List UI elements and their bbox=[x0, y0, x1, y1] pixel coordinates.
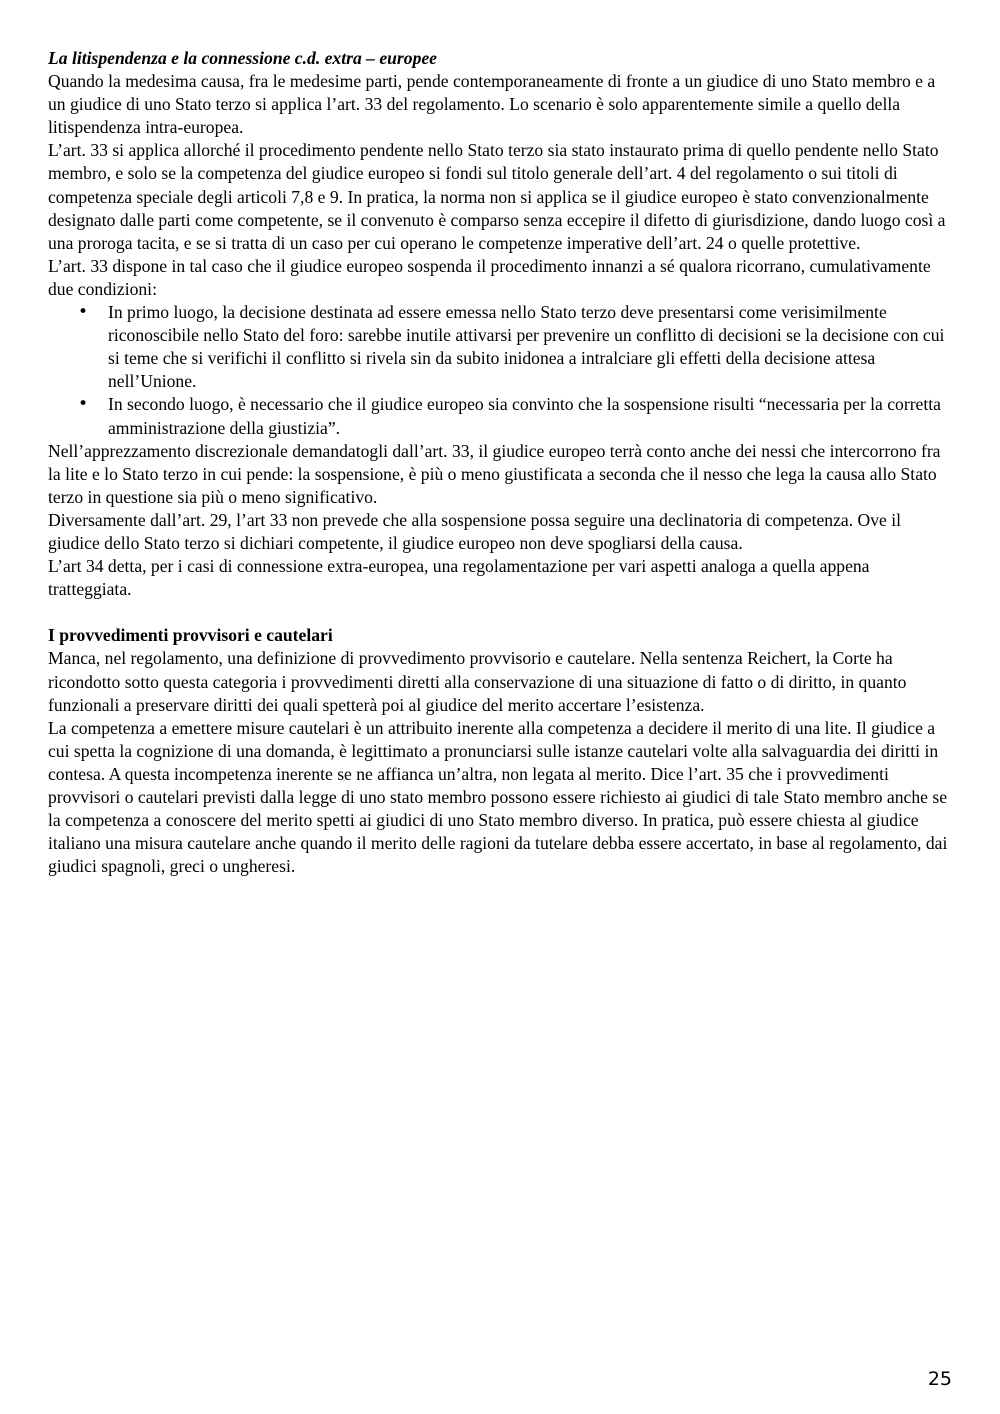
list-item-text: In primo luogo, la decisione destinata ad essere emessa nello Stato terzo deve presentarsi come verisimilmente riconoscibile nello Stato del foro: sarebbe inutile attivarsi per prevenire un conflitto di decisioni se la decisione con cui si teme che si verifichi il conflitto si rivela sin da subito inidonea a intralciare gli effetti della decisione attesa nell’Unione. bbox=[108, 302, 945, 392]
paragraph: L’art. 33 si applica allorché il procedimento pendente nello Stato terzo sia stato instaurato prima di quello pendente nello Stato membro, e solo se la competenza del giudice europeo si fondi sul titolo generale dell’art. 4 del regolamento o sui titoli di competenza speciale degli articoli 7,8 e 9. In pratica, la norma non si applica se il giudice europeo è stato convenzionalmente designato dalle parti come competente, se il convenuto è comparso senza eccepire il difetto di giurisdizione, dando luogo così a una proroga tacita, e se si tratta di un caso per cui operano le competenze imperative dell’art. 24 o quelle protettive. bbox=[48, 140, 946, 253]
list-item bbox=[48, 393, 952, 439]
paragraph: L’art. 33 dispone in tal caso che il giudice europeo sospenda il procedimento innanzi a sé qualora ricorrano, cumulativamente due condizioni: bbox=[48, 255, 931, 299]
paragraph: Nell’apprezzamento discrezionale demandatogli dall’art. 33, il giudice europeo terrà conto anche dei nessi che intercorrono fra la lite e lo Stato terzo in cui pende: la sospensione, è più o meno giustificata a seconda che il nesso che lega la causa allo Stato terzo in questione sia più o meno significativo. bbox=[48, 440, 941, 507]
list-item bbox=[48, 301, 952, 393]
paragraph: La competenza a emettere misure cautelari è un attribuito inerente alla competenza a decidere il merito di una lite. Il giudice a cui spetta la cognizione di una domanda, è legittimato a pronunciarsi sulle istanze cautelari volte alla salvaguardia dei diritti in contesa. A questa incompetenza inerente se ne affianca un’altra, non legata al merito. Dice l’art. 35 che i provvedimenti provvisori o cautelari previsti dalla legge di uno stato membro possono essere richiesto ai giudici di tale Stato membro anche se la competenza a conoscere del merito spetti ai giudici di uno Stato membro diverso. In pratica, può essere chiesta al giudice italiano una misura cautelare anche quando il merito delle ragioni da tutelare debba essere accertato, in base al regolamento, dai giudici spagnoli, greci o ungheresi. bbox=[48, 717, 948, 877]
conditions-list bbox=[48, 301, 952, 440]
paragraph: Quando la medesima causa, fra le medesime parti, pende contemporaneamente di fronte a un giudice di uno Stato membro e a un giudice di uno Stato terzo si applica l’art. 33 del regolamento. Lo scenario è solo apparentemente simile a quello della litispendenza intra-europea. bbox=[48, 71, 936, 138]
document-page bbox=[48, 47, 952, 878]
section-title-litispendenza: La litispendenza e la connessione c.d. extra – europee bbox=[48, 48, 437, 68]
list-item-text: In secondo luogo, è necessario che il giudice europeo sia convinto che la sospensione risulti “necessaria per la corretta amministrazione della giustizia”. bbox=[108, 394, 941, 438]
bullet-icon: • bbox=[78, 394, 89, 415]
bullet-icon: • bbox=[78, 302, 89, 323]
page-number: 25 bbox=[927, 1368, 952, 1390]
paragraph: Diversamente dall’art. 29, l’art 33 non prevede che alla sospensione possa seguire una declinatoria di competenza. Ove il giudice dello Stato terzo si dichiari competente, il giudice europeo non deve spogliarsi della causa. bbox=[48, 509, 901, 553]
section-spacer bbox=[48, 601, 952, 624]
section-title-provvedimenti: I provvedimenti provvisori e cautelari bbox=[48, 625, 333, 646]
paragraph: Manca, nel regolamento, una definizione di provvedimento provvisorio e cautelare. Nella sentenza Reichert, la Corte ha ricondotto sotto questa categoria i provvedimenti diretti alla conservazione di una situazione di fatto o di diritto, in quanto funzionali a preservare diritti dei quali spetterà poi al giudice del merito accertare l’esistenza. bbox=[48, 648, 907, 715]
paragraph: L’art 34 detta, per i casi di connessione extra-europea, una regolamentazione per vari aspetti analoga a quella appena tratteggiata. bbox=[48, 556, 870, 600]
